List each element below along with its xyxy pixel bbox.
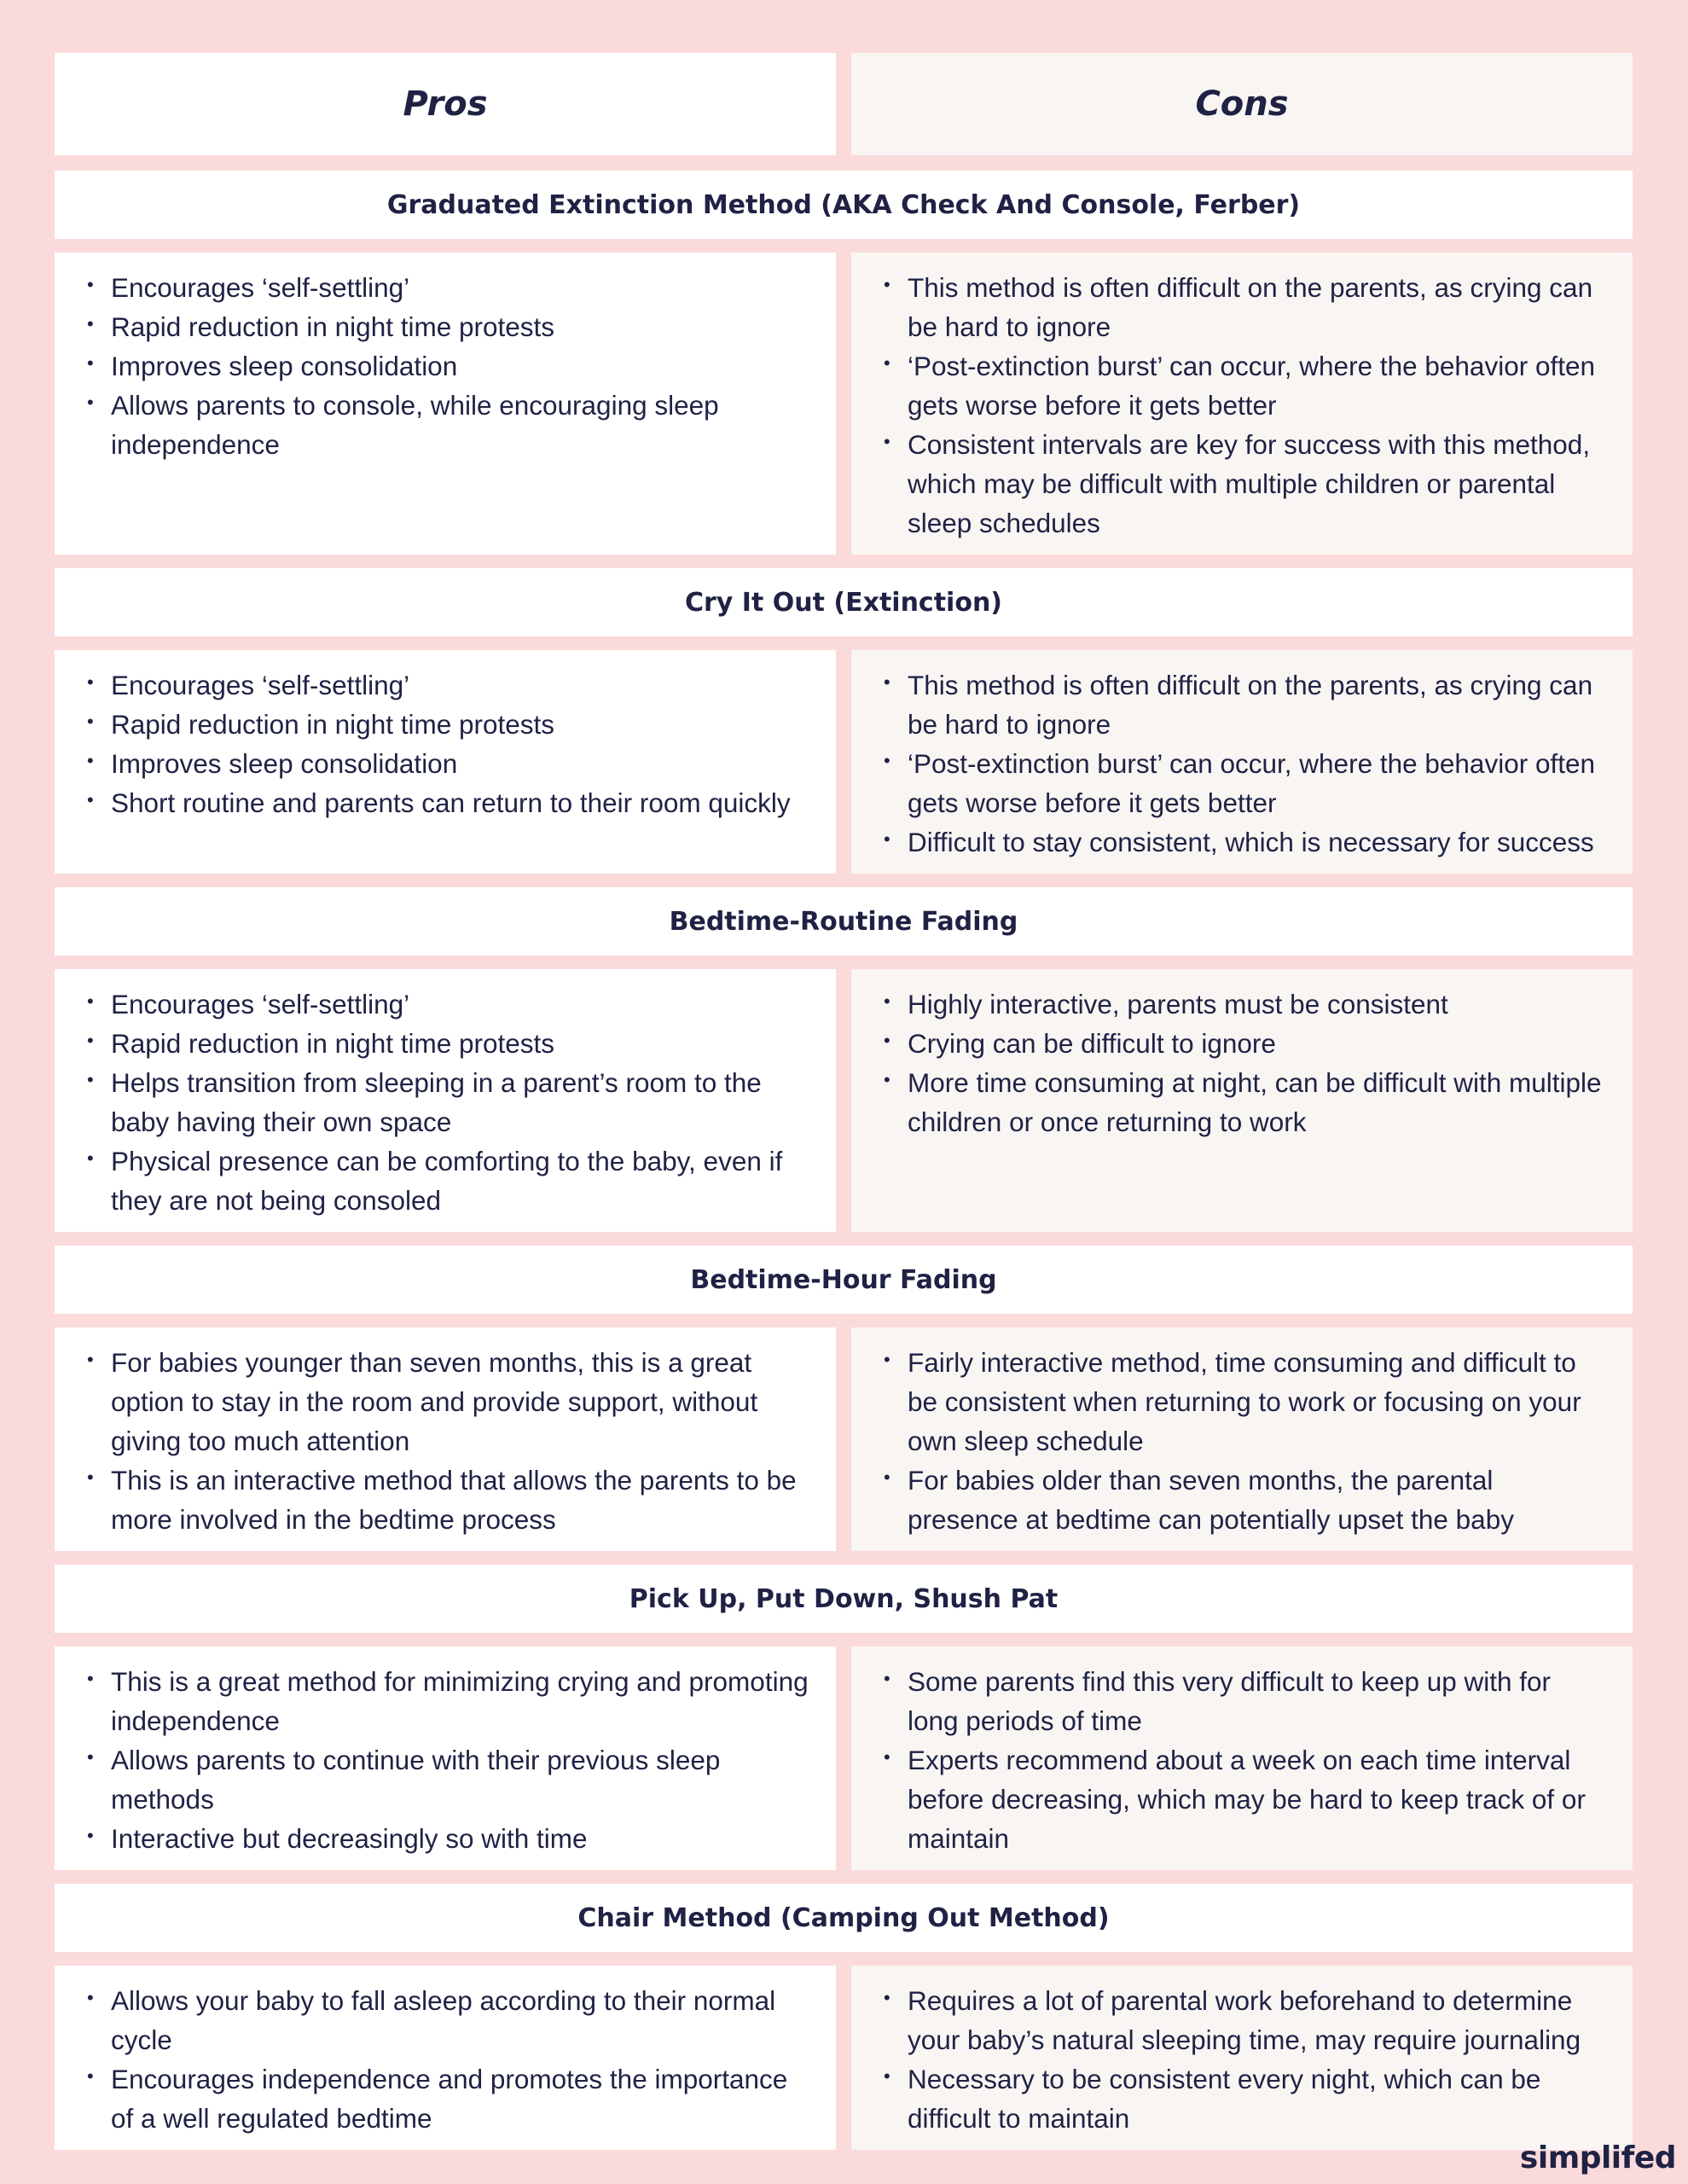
method-row	[55, 253, 1633, 555]
pros-list	[72, 268, 812, 464]
pros-cell	[55, 1966, 836, 2150]
bullet-icon: •	[87, 990, 94, 1012]
pros-cell	[55, 253, 836, 555]
cons-list	[868, 665, 1609, 862]
list-item-text: Helps transition from sleeping in a parent’s room to the baby having their own space	[111, 1067, 762, 1137]
list-item	[868, 346, 1609, 425]
list-item	[868, 822, 1609, 862]
list-item	[72, 1343, 812, 1461]
bullet-icon: •	[884, 750, 890, 771]
list-item	[72, 1461, 812, 1539]
list-item-text: Allows parents to continue with their previous sleep methods	[111, 1745, 721, 1815]
method-title: Pick Up, Put Down, Shush Pat	[55, 1565, 1633, 1633]
bullet-icon: •	[884, 1668, 890, 1689]
pros-list	[72, 665, 812, 822]
method-title: Chair Method (Camping Out Method)	[55, 1884, 1633, 1952]
bullet-icon: •	[87, 2065, 94, 2087]
list-item-text: Some parents find this very difficult to keep up with for long periods of time	[908, 1666, 1552, 1736]
bullet-icon: •	[87, 1825, 94, 1846]
bullet-icon: •	[87, 671, 94, 693]
bullet-icon: •	[87, 352, 94, 374]
bullet-icon: •	[87, 313, 94, 334]
list-item	[868, 425, 1609, 543]
bullet-icon: •	[884, 1746, 890, 1768]
list-item-text: For babies older than seven months, the parental presence at bedtime can potentially upset the baby	[908, 1465, 1514, 1535]
bullet-icon: •	[884, 828, 890, 850]
methods-list	[55, 171, 1633, 2150]
list-item	[868, 744, 1609, 822]
list-item-text: Difficult to stay consistent, which is necessary for success	[908, 827, 1594, 857]
list-item-text: Short routine and parents can return to their room quickly	[111, 787, 791, 818]
list-item	[72, 985, 812, 1024]
list-item-text: Requires a lot of parental work beforehand to determine your baby’s natural sleeping time, may require journaling	[908, 1985, 1581, 2055]
list-item	[72, 386, 812, 464]
bullet-icon: •	[87, 1030, 94, 1051]
list-item-text: Highly interactive, parents must be consistent	[908, 989, 1448, 1019]
bullet-icon: •	[87, 1987, 94, 2008]
bullet-icon: •	[884, 431, 890, 452]
cons-list	[868, 1343, 1609, 1539]
pros-list	[72, 985, 812, 1220]
method-row	[55, 969, 1633, 1232]
pros-list	[72, 1981, 812, 2138]
cons-cell	[851, 650, 1633, 874]
cons-list	[868, 985, 1609, 1141]
bullet-icon: •	[884, 1987, 890, 2008]
bullet-icon: •	[87, 1668, 94, 1689]
bullet-icon: •	[884, 274, 890, 295]
bullet-icon: •	[87, 392, 94, 413]
bullet-icon: •	[884, 1467, 890, 1488]
list-item	[868, 2059, 1609, 2138]
list-item	[868, 268, 1609, 346]
list-item-text: Improves sleep consolidation	[111, 351, 458, 381]
list-item-text: This is a great method for minimizing crying and promoting independence	[111, 1666, 809, 1736]
list-item-text: This method is often difficult on the parents, as crying can be hard to ignore	[908, 670, 1593, 740]
list-item-text: Rapid reduction in night time protests	[111, 311, 555, 342]
list-item-text: For babies younger than seven months, this is a great option to stay in the room and provide support, without giving too much attention	[111, 1347, 758, 1456]
cons-cell	[851, 969, 1633, 1232]
cons-list	[868, 1662, 1609, 1858]
list-item	[868, 1024, 1609, 1063]
list-item-text: This is an interactive method that allows the parents to be more involved in the bedtime process	[111, 1465, 797, 1535]
bullet-icon: •	[87, 274, 94, 295]
list-item	[72, 1662, 812, 1740]
pros-cell	[55, 1327, 836, 1551]
bullet-icon: •	[884, 1349, 890, 1370]
bullet-icon: •	[884, 2065, 890, 2087]
cons-list	[868, 268, 1609, 543]
method-row	[55, 1966, 1633, 2150]
method-title: Graduated Extinction Method (AKA Check And Console, Ferber)	[55, 171, 1633, 239]
list-item	[72, 744, 812, 783]
cons-cell	[851, 253, 1633, 555]
list-item-text: Crying can be difficult to ignore	[908, 1028, 1276, 1059]
cons-cell	[851, 1327, 1633, 1551]
list-item	[868, 1981, 1609, 2059]
pros-cons-table	[55, 53, 1633, 2164]
method-row	[55, 650, 1633, 874]
list-item-text: Fairly interactive method, time consuming and difficult to be consistent when returning to work or focusing on your own sleep schedule	[908, 1347, 1581, 1456]
list-item-text: ‘Post-extinction burst’ can occur, where the behavior often gets worse before it gets better	[908, 748, 1596, 818]
cons-cell	[851, 1647, 1633, 1870]
list-item-text: Consistent intervals are key for success with this method, which may be difficult with multiple children or parental sleep schedules	[908, 429, 1591, 538]
list-item	[868, 985, 1609, 1024]
list-item	[72, 783, 812, 822]
cons-header: Cons	[851, 53, 1633, 155]
method-title: Bedtime-Routine Fading	[55, 887, 1633, 956]
list-item-text: ‘Post-extinction burst’ can occur, where the behavior often gets worse before it gets better	[908, 351, 1596, 421]
pros-header: Pros	[55, 53, 836, 155]
list-item-text: This method is often difficult on the parents, as crying can be hard to ignore	[908, 272, 1593, 342]
bullet-icon: •	[87, 789, 94, 810]
list-item-text: Encourages ‘self-settling’	[111, 670, 410, 700]
list-item	[868, 665, 1609, 744]
method-row	[55, 1327, 1633, 1551]
list-item	[868, 1662, 1609, 1740]
list-item	[72, 705, 812, 744]
method-title: Cry It Out (Extinction)	[55, 568, 1633, 636]
bullet-icon: •	[884, 671, 890, 693]
list-item	[72, 1141, 812, 1220]
list-item-text: Rapid reduction in night time protests	[111, 1028, 555, 1059]
list-item-text: Necessary to be consistent every night, which can be difficult to maintain	[908, 2064, 1541, 2134]
cons-cell	[851, 1966, 1633, 2150]
list-item	[72, 268, 812, 307]
list-item	[72, 2059, 812, 2138]
list-item	[868, 1343, 1609, 1461]
list-item	[72, 346, 812, 386]
list-item-text: Allows your baby to fall asleep according to their normal cycle	[111, 1985, 776, 2055]
list-item	[72, 1024, 812, 1063]
bullet-icon: •	[884, 352, 890, 374]
list-item	[72, 1981, 812, 2059]
bullet-icon: •	[87, 1746, 94, 1768]
list-item	[72, 307, 812, 346]
method-title: Bedtime-Hour Fading	[55, 1246, 1633, 1314]
list-item-text: Experts recommend about a week on each time interval before decreasing, which may be hard to keep track of or maintain	[908, 1745, 1586, 1854]
list-item-text: Encourages independence and promotes the importance of a well regulated bedtime	[111, 2064, 788, 2134]
pros-cell	[55, 650, 836, 874]
list-item	[868, 1740, 1609, 1858]
list-item	[72, 1740, 812, 1819]
list-item-text: Allows parents to console, while encouraging sleep independence	[111, 390, 719, 460]
bullet-icon: •	[87, 711, 94, 732]
bullet-icon: •	[87, 1147, 94, 1169]
bullet-icon: •	[87, 1467, 94, 1488]
bullet-icon: •	[884, 990, 890, 1012]
list-item	[72, 665, 812, 705]
list-item-text: Encourages ‘self-settling’	[111, 272, 410, 303]
list-item	[868, 1461, 1609, 1539]
cons-list	[868, 1981, 1609, 2138]
list-item	[72, 1819, 812, 1858]
bullet-icon: •	[884, 1030, 890, 1051]
list-item-text: Interactive but decreasingly so with time	[111, 1823, 588, 1854]
list-item-text: Improves sleep consolidation	[111, 748, 458, 779]
list-item-text: More time consuming at night, can be difficult with multiple children or once returning to work	[908, 1067, 1602, 1137]
pros-list	[72, 1343, 812, 1539]
list-item-text: Encourages ‘self-settling’	[111, 989, 410, 1019]
bullet-icon: •	[87, 1349, 94, 1370]
pros-list	[72, 1662, 812, 1858]
brand-logo: simplifed	[1519, 2140, 1676, 2175]
pros-cell	[55, 969, 836, 1232]
list-item	[72, 1063, 812, 1141]
pros-cell	[55, 1647, 836, 1870]
bullet-icon: •	[884, 1069, 890, 1090]
table-header	[55, 53, 1633, 155]
list-item-text: Physical presence can be comforting to the baby, even if they are not being consoled	[111, 1146, 783, 1216]
list-item	[868, 1063, 1609, 1141]
bullet-icon: •	[87, 750, 94, 771]
method-row	[55, 1647, 1633, 1870]
list-item-text: Rapid reduction in night time protests	[111, 709, 555, 740]
bullet-icon: •	[87, 1069, 94, 1090]
